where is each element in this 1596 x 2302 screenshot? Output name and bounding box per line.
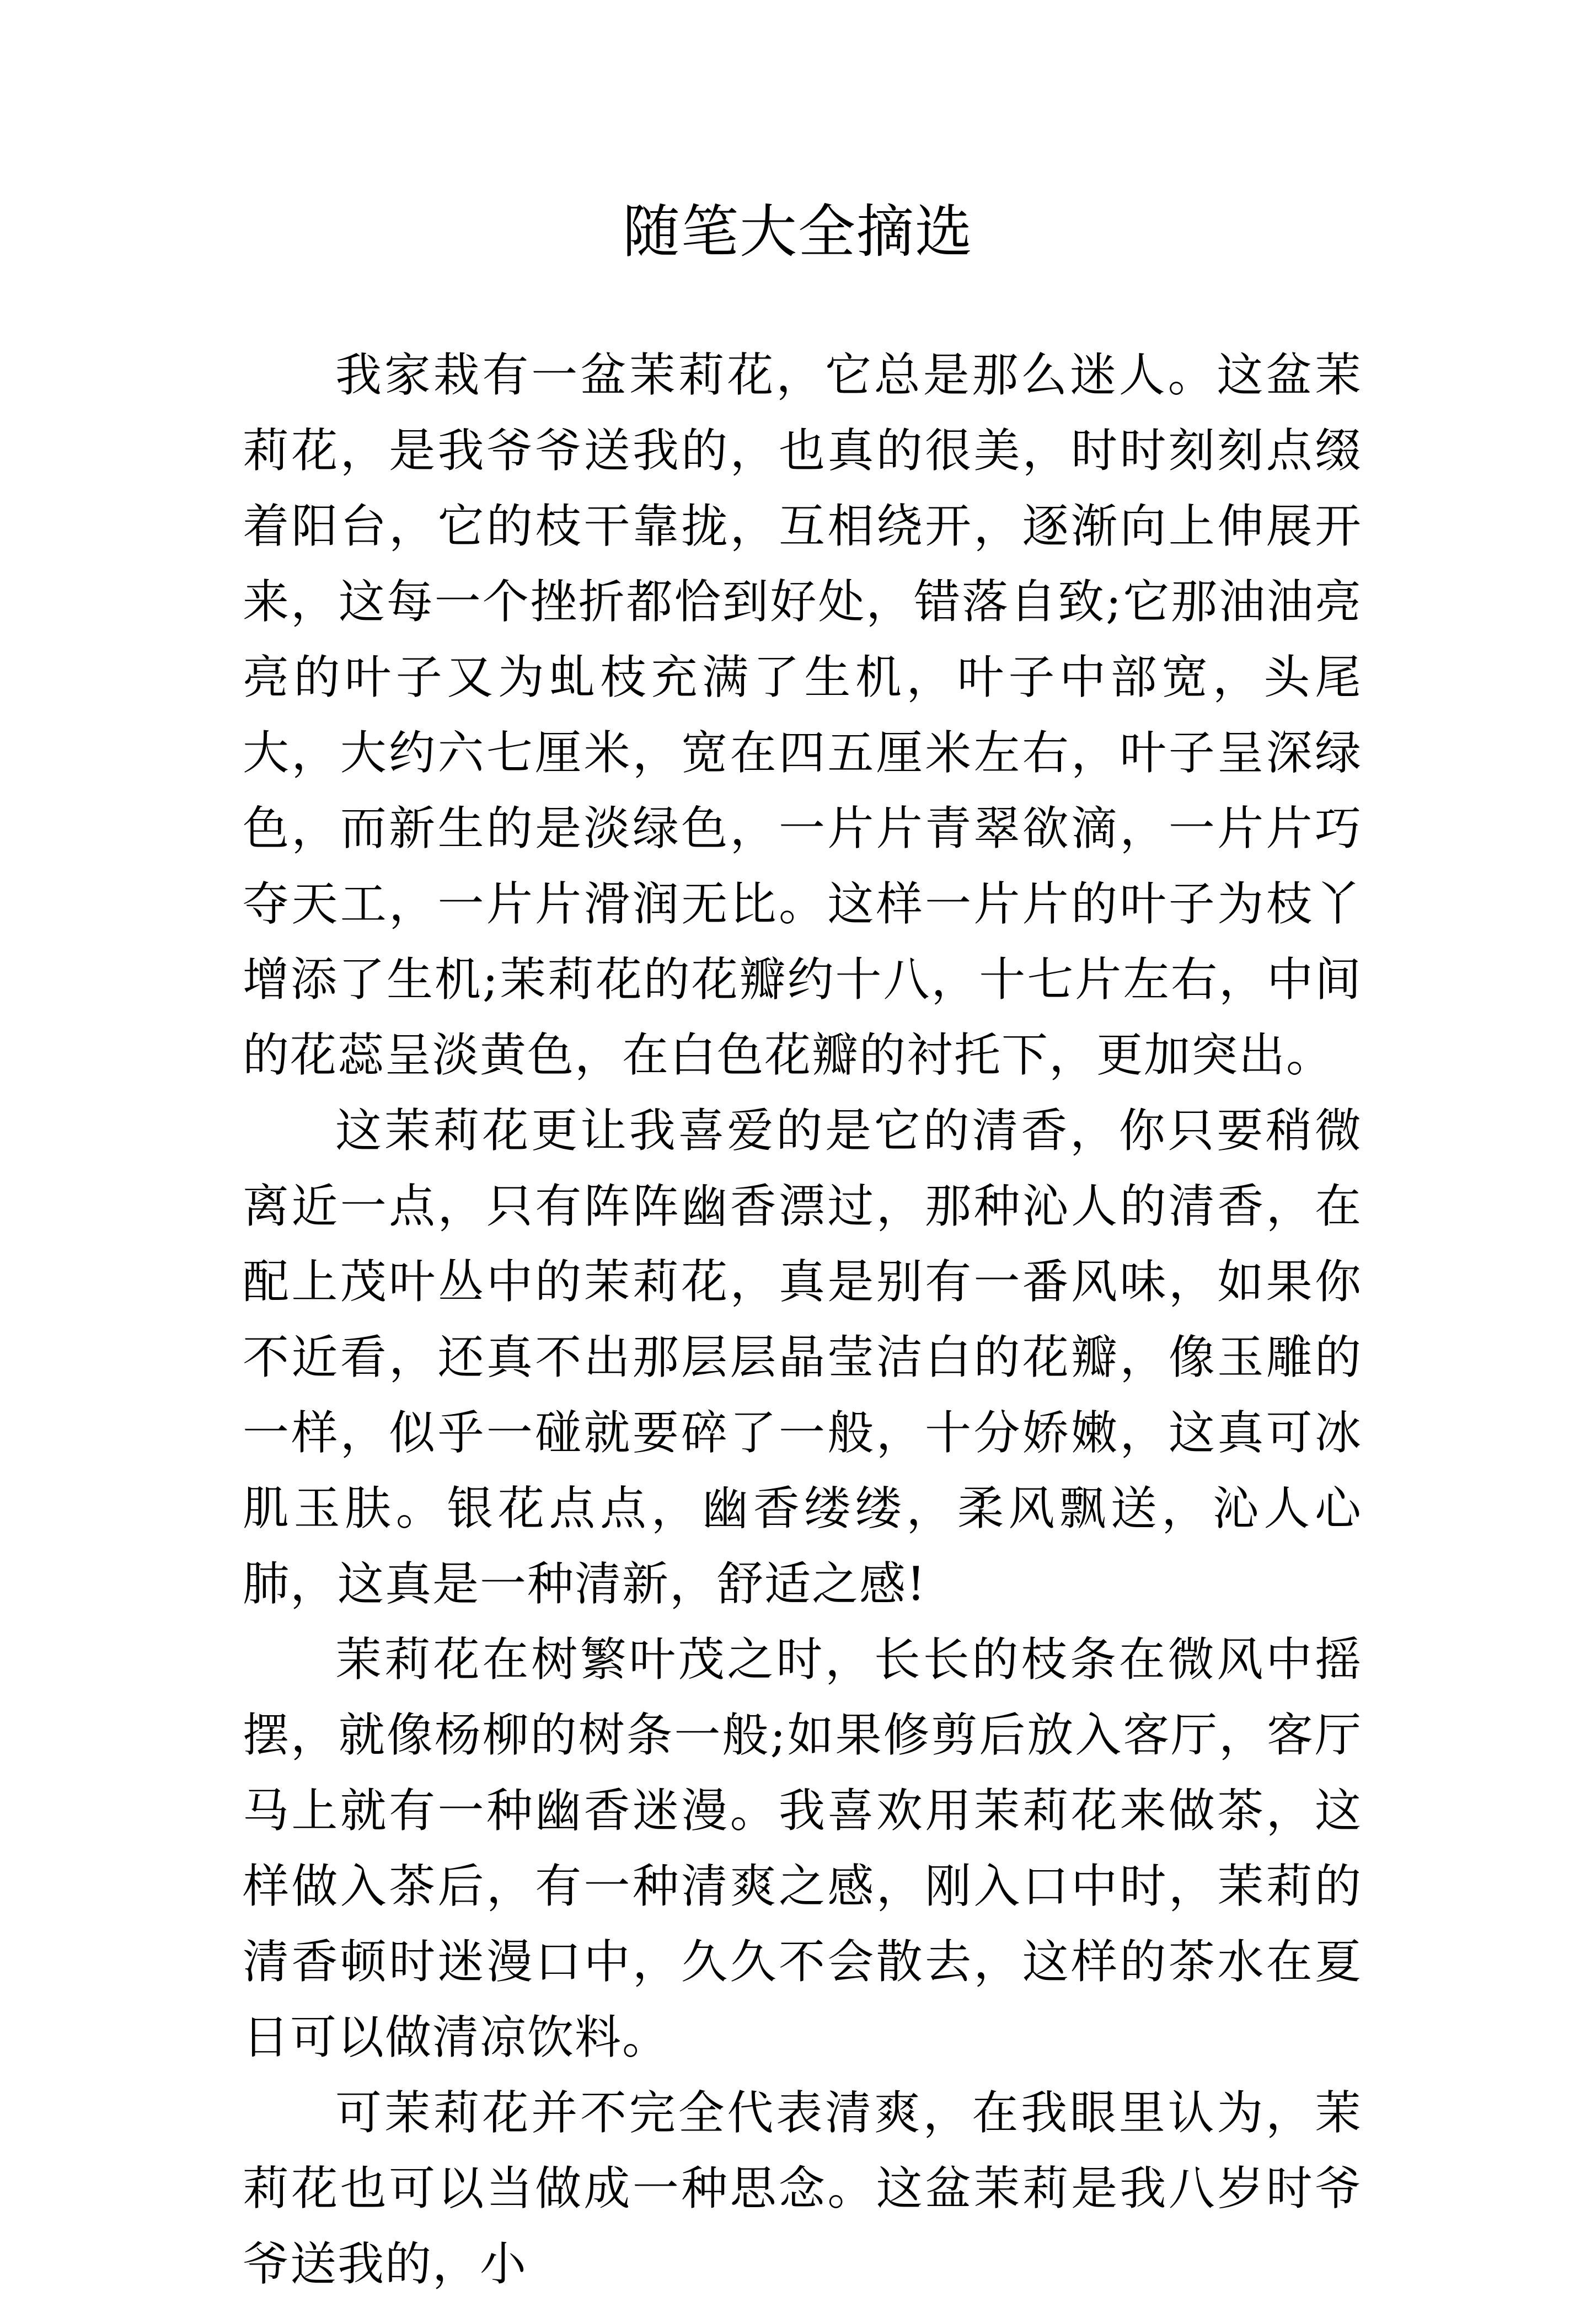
document-title: 随笔大全摘选 xyxy=(622,198,973,265)
document-body xyxy=(243,338,1362,2302)
paragraph-3: 茉莉花在树繁叶茂之时，长长的枝条在微风中摇摆，就像杨柳的树条一般;如果修剪后放入客厅，客厅马上就有一种幽香迷漫。我喜欢用茉莉花来做茶，这样做入茶后，有一种清爽之感，刚入口中时，茉莉的清香顿时迷漫口中，久久不会散去，这样的茶水在夏日可以做清凉饮料。 xyxy=(243,1632,1362,2064)
paragraph-4: 可茉莉花并不完全代表清爽，在我眼里认为，茉莉花也可以当做成一种思念。这盆茉莉是我八岁时爷爷送我的，小 xyxy=(243,2086,1362,2291)
paragraph-1: 我家栽有一盆茉莉花，它总是那么迷人。这盆茉莉花，是我爷爷送我的，也真的很美，时时刻刻点缀着阳台，它的枝干靠拢，互相绕开，逐渐向上伸展开来，这每一个挫折都恰到好处，错落自致;它那油油亮亮的叶子又为虬枝充满了生机，叶子中部宽，头尾大，大约六七厘米，宽在四五厘米左右，叶子呈深绿色，而新生的是淡绿色，一片片青翠欲滴，一片片巧夺天工，一片片滑润无比。这样一片片的叶子为枝丫增添了生机;茉莉花的花瓣约十八，十七片左右，中间的花蕊呈淡黄色，在白色花瓣的衬托下，更加突出。 xyxy=(243,348,1362,1082)
paragraph-2: 这茉莉花更让我喜爱的是它的清香，你只要稍微离近一点，只有阵阵幽香漂过，那种沁人的清香，在配上茂叶丛中的茉莉花，真是别有一番风味，如果你不近看，还真不出那层层晶莹洁白的花瓣，像玉雕的一样，似乎一碰就要碎了一般，十分娇嫩，这真可冰肌玉肤。银花点点，幽香缕缕，柔风飘送，沁人心肺，这真是一种清新，舒适之感! xyxy=(243,1104,1362,1611)
